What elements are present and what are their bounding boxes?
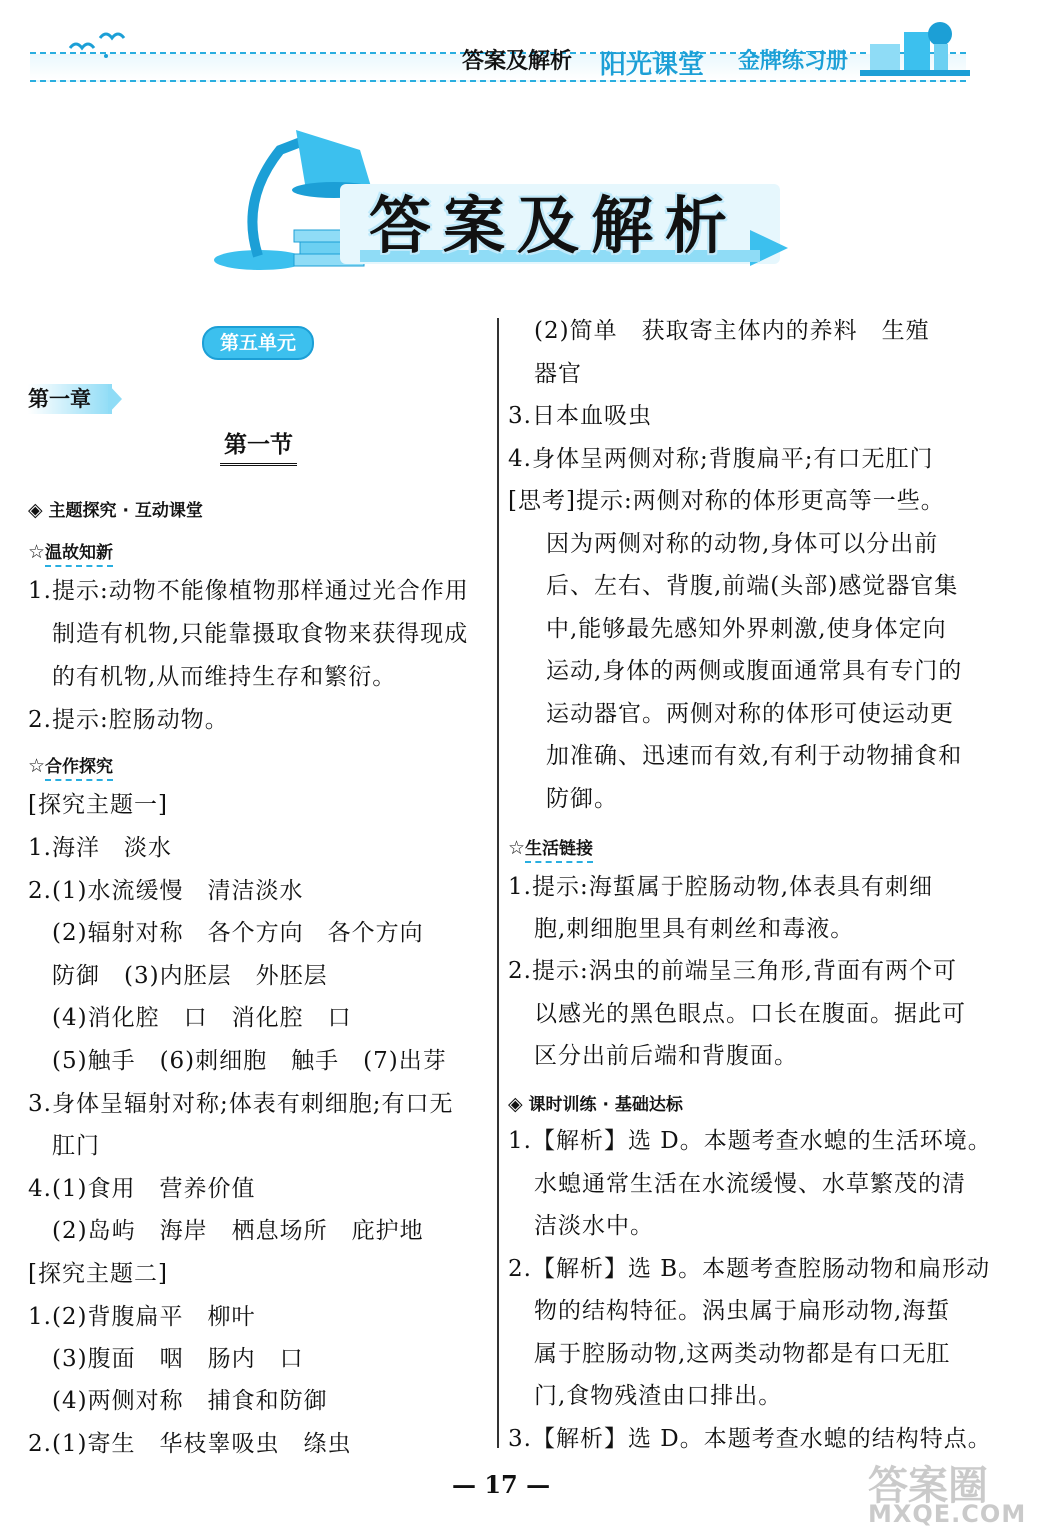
text-line: (2)辐射对称 各个方向 各个方向 — [52, 920, 424, 946]
chapter-arrow-icon — [108, 384, 122, 414]
text-line: 物的结构特征。涡虫属于扁形动物,海蜇 — [534, 1298, 951, 1324]
text-line: 洁淡水中。 — [534, 1213, 654, 1239]
text-line: 器官 — [534, 361, 582, 387]
text-line: 3.日本血吸虫 — [508, 403, 652, 429]
title-char: 解 — [590, 189, 653, 262]
title-char: 答 — [368, 189, 431, 262]
column-divider — [497, 318, 499, 1448]
text-line: (5)触手 (6)刺细胞 触手 (7)出芽 — [52, 1048, 447, 1074]
birds-icon — [66, 28, 136, 62]
text-line: 后、左右、背腹,前端(头部)感觉器官集 — [546, 573, 959, 599]
section-heading-text: 主题探究 · 互动课堂 — [48, 501, 203, 521]
unit-badge: 第五单元 — [202, 326, 314, 360]
text-line: 水螅通常生活在水流缓慢、水草繁茂的清 — [534, 1171, 966, 1197]
text-line: 区分出前后端和背腹面。 — [534, 1043, 798, 1069]
page-title — [360, 188, 738, 264]
text-line: 肛门 — [52, 1133, 100, 1159]
subsection-heading-text: 生活链接 — [525, 839, 593, 863]
text-line: 门,食物残渣由口排出。 — [534, 1383, 783, 1409]
text-line: (2)岛屿 海岸 栖息场所 庇护地 — [52, 1218, 424, 1244]
star-icon: ☆ — [508, 837, 526, 859]
text-line: 4.身体呈两侧对称;背腹扁平;有口无肛门 — [508, 446, 934, 472]
section-heading-practice — [508, 1090, 683, 1115]
text-line: 2.(1)寄生 华枝睾吸虫 绦虫 — [28, 1431, 352, 1457]
subsection-heading-text: 合作探究 — [45, 757, 113, 781]
text-line: [探究主题二] — [28, 1261, 168, 1287]
text-line: (3)腹面 咽 肠内 口 — [52, 1346, 304, 1372]
text-line: [思考]提示:两侧对称的体形更高等一些。 — [508, 488, 945, 514]
header-sub-brand: 金牌练习册 — [738, 48, 849, 74]
text-line: 中,能够最先感知外界刺激,使身体定向 — [546, 616, 947, 642]
star-icon: ☆ — [28, 541, 46, 563]
star-icon: ☆ — [28, 755, 46, 777]
subsection-heading — [28, 538, 113, 563]
text-line: 制造有机物,只能靠摄取食物来获得现成 — [52, 621, 469, 647]
text-line: 2.【解析】选 B。本题考查腔肠动物和扁形动 — [508, 1256, 991, 1282]
text-line: 防御 (3)内胚层 外胚层 — [52, 963, 328, 989]
text-line: 加准确、迅速而有效,有利于动物捕食和 — [546, 743, 963, 769]
page-number: — 17 — — [452, 1470, 551, 1499]
badge-icon: ◈ — [508, 1093, 523, 1115]
text-line: 3.身体呈辐射对称;体表有刺细胞;有口无 — [28, 1091, 454, 1117]
subsection-heading-text: 温故知新 — [45, 543, 113, 567]
subsection-heading — [28, 752, 113, 777]
title-char: 案 — [442, 189, 505, 262]
badge-icon: ◈ — [28, 499, 43, 521]
section-heading-explore — [28, 496, 203, 521]
text-line: 4.(1)食用 营养价值 — [28, 1176, 256, 1202]
text-line: (4)消化腔 口 消化腔 口 — [52, 1005, 352, 1031]
text-line: (2)简单 获取寄主体内的养料 生殖 — [534, 318, 930, 344]
text-line: 1.海洋 淡水 — [28, 835, 172, 861]
text-line: 3.【解析】选 D。本题考查水螅的结构特点。 — [508, 1426, 992, 1452]
section-heading-text: 课时训练 · 基础达标 — [528, 1095, 683, 1115]
text-line: 的有机物,从而维持生存和繁衍。 — [52, 664, 397, 690]
text-line: [探究主题一] — [28, 792, 168, 818]
section-title: 第一节 — [220, 426, 297, 466]
text-line: (4)两侧对称 捕食和防御 — [52, 1388, 328, 1414]
text-line: 1.(2)背腹扁平 柳叶 — [28, 1304, 256, 1330]
text-line: 1.提示:动物不能像植物那样通过光合作用 — [28, 578, 469, 604]
text-line: 以感光的黑色眼点。口长在腹面。据此可 — [534, 1001, 966, 1027]
text-line: 2.提示:涡虫的前端呈三角形,背面有两个可 — [508, 958, 958, 984]
text-line: 运动器官。两侧对称的体形可使运动更 — [546, 701, 954, 727]
text-line: 属于腔肠动物,这两类动物都是有口无肛 — [534, 1341, 951, 1367]
header-brand: 阳光课堂 — [600, 50, 705, 80]
header-answers-label: 答案及解析 — [462, 49, 573, 74]
title-char: 析 — [664, 189, 727, 262]
chapter-tag: 第一章 — [28, 384, 112, 414]
title-char: 及 — [516, 189, 579, 262]
text-line: 1.【解析】选 D。本题考查水螅的生活环境。 — [508, 1128, 992, 1154]
text-line: 2.提示:腔肠动物。 — [28, 707, 229, 733]
text-line: 2.(1)水流缓慢 清洁淡水 — [28, 878, 304, 904]
text-line: 因为两侧对称的动物,身体可以分出前 — [546, 531, 939, 557]
watermark-logo: 答案圈 — [868, 1463, 988, 1509]
watermark-url: MXQE.COM — [868, 1500, 1027, 1528]
text-line: 胞,刺细胞里具有刺丝和毒液。 — [534, 916, 855, 942]
text-line: 运动,身体的两侧或腹面通常具有专门的 — [546, 658, 963, 684]
subsection-heading — [508, 834, 593, 859]
text-line: 1.提示:海蜇属于腔肠动物,体表具有刺细 — [508, 874, 934, 900]
desk-decoration-icon — [860, 14, 970, 76]
text-line: 防御。 — [546, 786, 618, 812]
